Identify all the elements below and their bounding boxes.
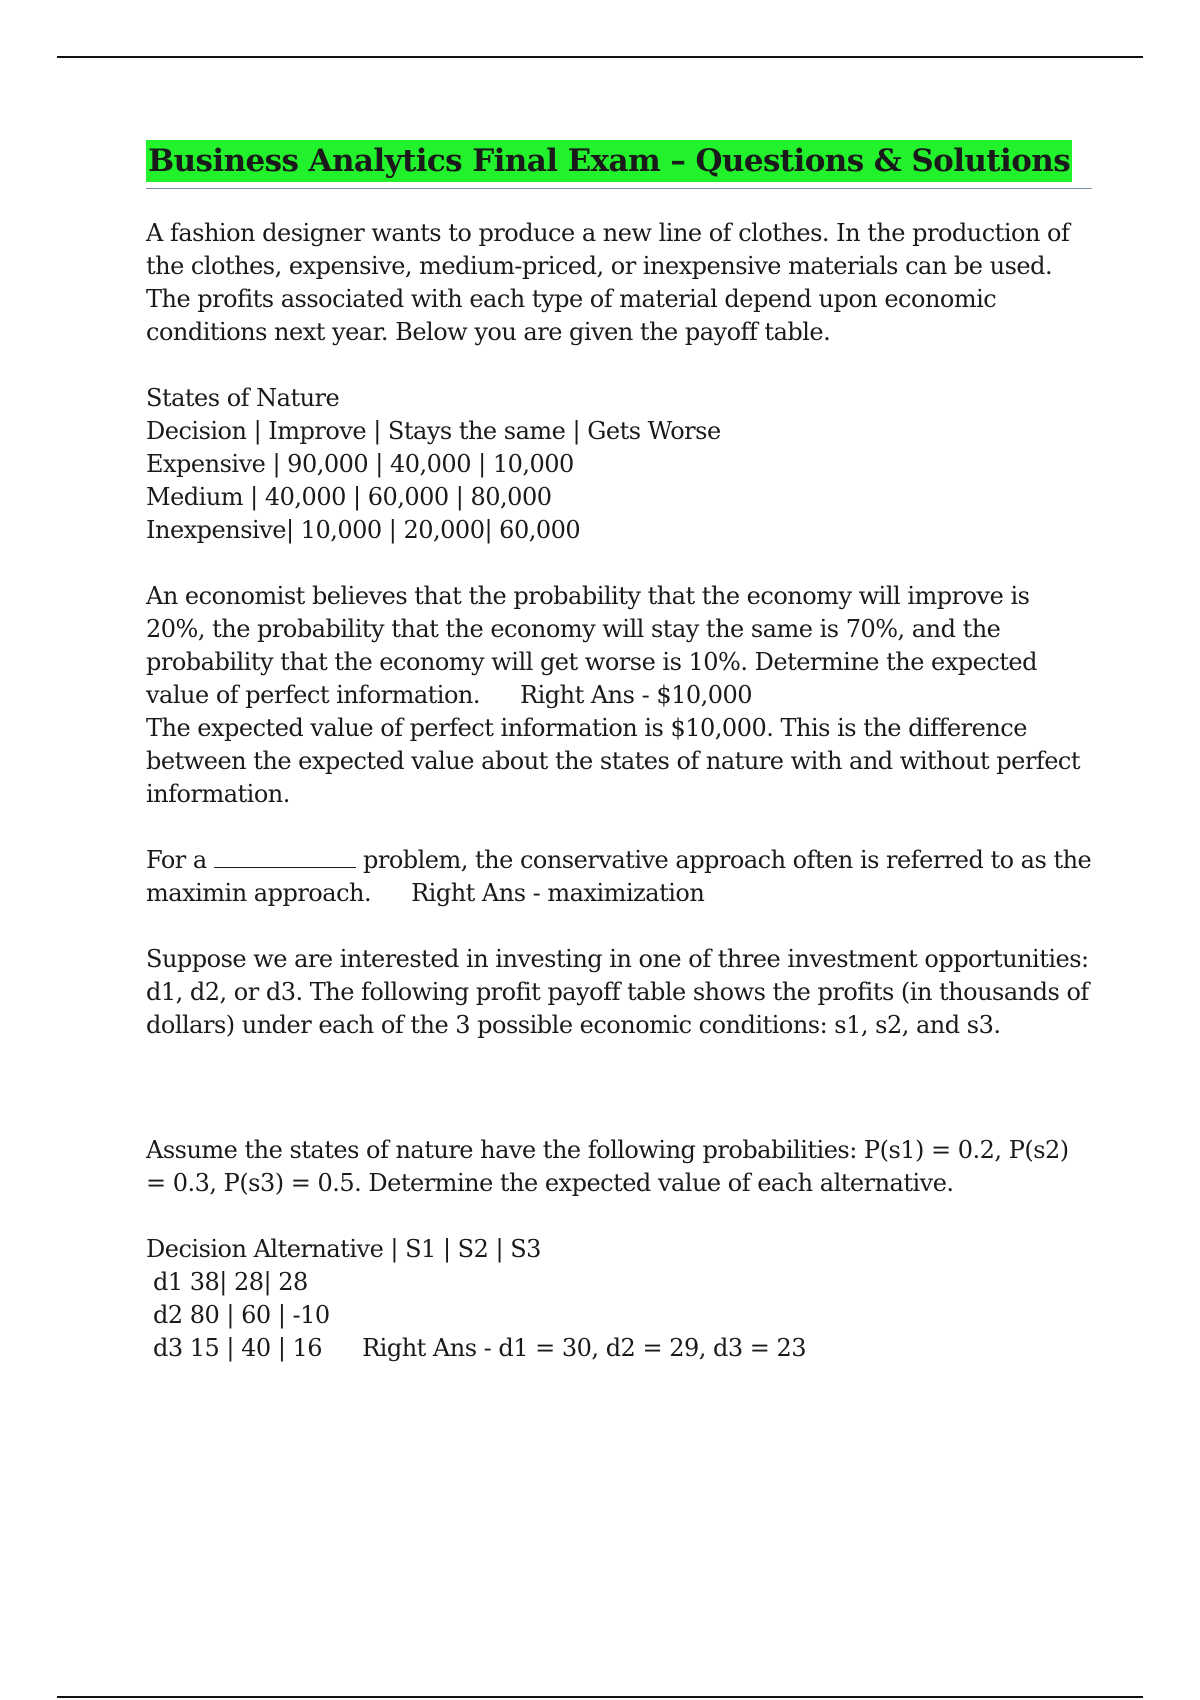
q1-table-heading: States of Nature [146,384,340,412]
q2-question-block [146,844,1092,910]
q1-question-block [146,580,1092,712]
q1-table-row: Inexpensive| 10,000 | 20,000| 60,000 [146,516,581,544]
q1-table-row: Expensive | 90,000 | 40,000 | 10,000 [146,450,574,478]
fill-in-blank [214,847,356,868]
q3-table-row: Decision Alternative | S1 | S2 | S3 [146,1235,541,1263]
q1-explanation: The expected value of perfect information is $10,000. This is the difference between the expected value about the states of nature with and without perfect information. [146,714,1080,808]
q3-table-row: d1 38| 28| 28 [153,1268,308,1296]
q2-before-blank: For a [146,846,207,874]
title-block [146,140,1092,189]
q1-question: An economist believes that the probability that the economy will improve is 20%, the probability that the economy will stay the same is 70%, and the probability that the economy will get worse is 10%. Determine the expected value of perfect information. [146,582,1037,709]
q3-answer: Right Ans - d1 = 30, d2 = 29, d3 = 23 [362,1334,807,1362]
q1-table-row: Medium | 40,000 | 60,000 | 80,000 [146,483,552,511]
header-rule [57,56,1143,58]
q3-paragraph: Suppose we are interested in investing in one of three investment opportunities: d1, d2, or d3. The following profit payoff table shows the profits (in thousands of dollars) under each of the 3 possible economic conditions: s1, s2, and s3. [146,945,1089,1039]
q1-paragraph: A fashion designer wants to produce a new line of clothes. In the production of the clothes, expensive, medium-priced, or inexpensive materials can be used. The profits associated with each type of material depend upon economic conditions next year. Below you are given the payoff table. [146,219,1070,346]
q1-answer: Right Ans - $10,000 [520,681,753,709]
document-body [146,140,1092,1365]
q3-table-row: d2 80 | 60 | -10 [153,1301,330,1329]
q1-table-row: Decision | Improve | Stays the same | Gets Worse [146,417,721,445]
page-title: Business Analytics Final Exam – Questions & Solutions [146,140,1072,182]
q2-answer: Right Ans - maximization [411,879,705,907]
footer-rule [57,1696,1143,1698]
q3-table-row: d3 15 | 40 | 16 [153,1334,323,1362]
q2-after-blank: problem, the conservative approach often is referred to as the maximin approach. [146,846,1092,907]
q3-question: Assume the states of nature have the following probabilities: P(s1) = 0.2, P(s2) = 0.3, P(s3) = 0.5. Determine the expected value of each alternative. [146,1136,1069,1197]
q3-last-row-block [146,1332,1092,1365]
